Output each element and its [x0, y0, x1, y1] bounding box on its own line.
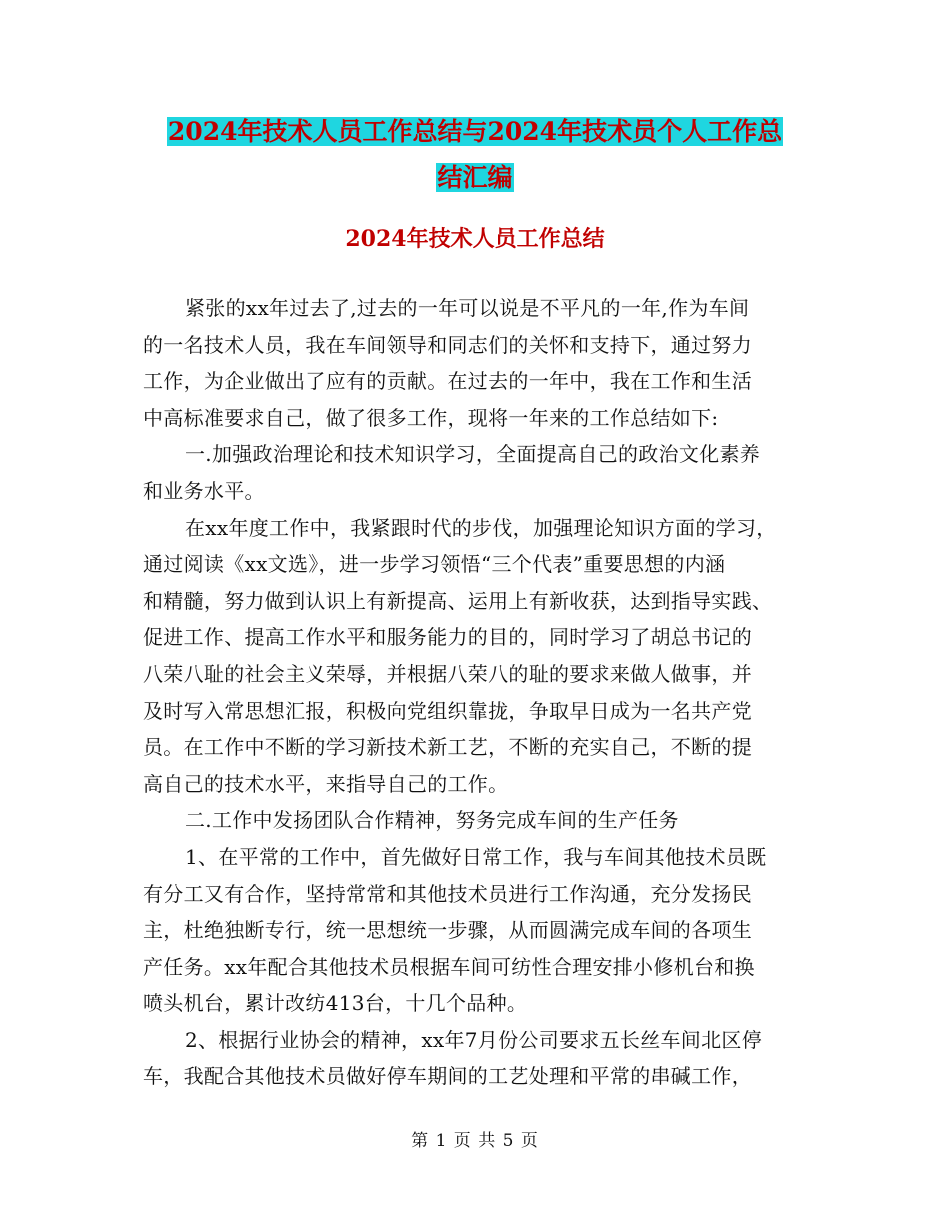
paragraph-line: 一.加强政治理论和技术知识学习，全面提高自己的政治文化素养 [185, 442, 761, 467]
document-title-line-1 [100, 112, 850, 148]
page-footer: 第 1 页 共 5 页 [411, 1131, 539, 1151]
paragraph-line: 促进工作、提高工作水平和服务能力的目的，同时学习了胡总书记的 [143, 625, 752, 650]
paragraph-line: 产任务。xx年配合其他技术员根据车间可纺性合理安排小修机台和换 [143, 954, 755, 979]
paragraph-line: 及时写入常思想汇报，积极向党组织靠拢，争取早日成为一名共产党 [143, 698, 752, 723]
paragraph-line: 二.工作中发扬团队合作精神，努务完成车间的生产任务 [185, 808, 679, 833]
paragraph-line: 员。在工作中不断的学习新技术新工艺，不断的充实自己，不断的提 [143, 735, 752, 760]
paragraph-line: 2、根据行业协会的精神，xx年7月份公司要求五长丝车间北区停 [185, 1027, 763, 1052]
section-heading: 2024年技术人员工作总结 [345, 226, 605, 252]
paragraph-line: 中高标准要求自己，做了很多工作，现将一年来的工作总结如下: [143, 405, 719, 430]
document-title-text-1: 2024年技术人员工作总结与2024年技术员个人工作总 [167, 117, 783, 146]
paragraph-line: 主，杜绝独断专行，统一思想统一步骤，从而圆满完成车间的各项生 [143, 918, 752, 943]
paragraph-line: 工作，为企业做出了应有的贡献。在过去的一年中，我在工作和生活 [143, 369, 752, 394]
body-text [143, 290, 808, 1095]
paragraph-line: 在xx年度工作中，我紧跟时代的步伐，加强理论知识方面的学习， [185, 515, 777, 540]
paragraph-line: 通过阅读《xx文选》，进一步学习领悟“三个代表”重要思想的内涵 [143, 552, 726, 577]
paragraph-line: 紧张的xx年过去了,过去的一年可以说是不平凡的一年,作为车间 [185, 296, 750, 320]
paragraph-line: 和精髓，努力做到认识上有新提高、运用上有新收获，达到指导实践、 [143, 588, 773, 613]
paragraph-line: 有分工又有合作，坚持常常和其他技术员进行工作沟通，充分发扬民 [143, 881, 752, 906]
paragraph-line: 喷头机台，累计改纺413台，十几个品种。 [143, 991, 528, 1016]
paragraph-line: 的一名技术人员，我在车间领导和同志们的关怀和支持下，通过努力 [143, 332, 752, 357]
paragraph-line: 八荣八耻的社会主义荣辱，并根据八荣八的耻的要求来做人做事，并 [143, 661, 752, 686]
paragraph-line: 1、在平常的工作中，首先做好日常工作，我与车间其他技术员既 [185, 844, 767, 869]
document-title-line-2 [100, 158, 850, 194]
paragraph-line: 和业务水平。 [143, 478, 265, 503]
paragraph-line: 高自己的技术水平，来指导自己的工作。 [143, 771, 509, 796]
document-title-text-2: 结汇编 [437, 163, 513, 192]
paragraph-line: 车，我配合其他技术员做好停车期间的工艺处理和平常的串碱工作， [143, 1064, 752, 1089]
